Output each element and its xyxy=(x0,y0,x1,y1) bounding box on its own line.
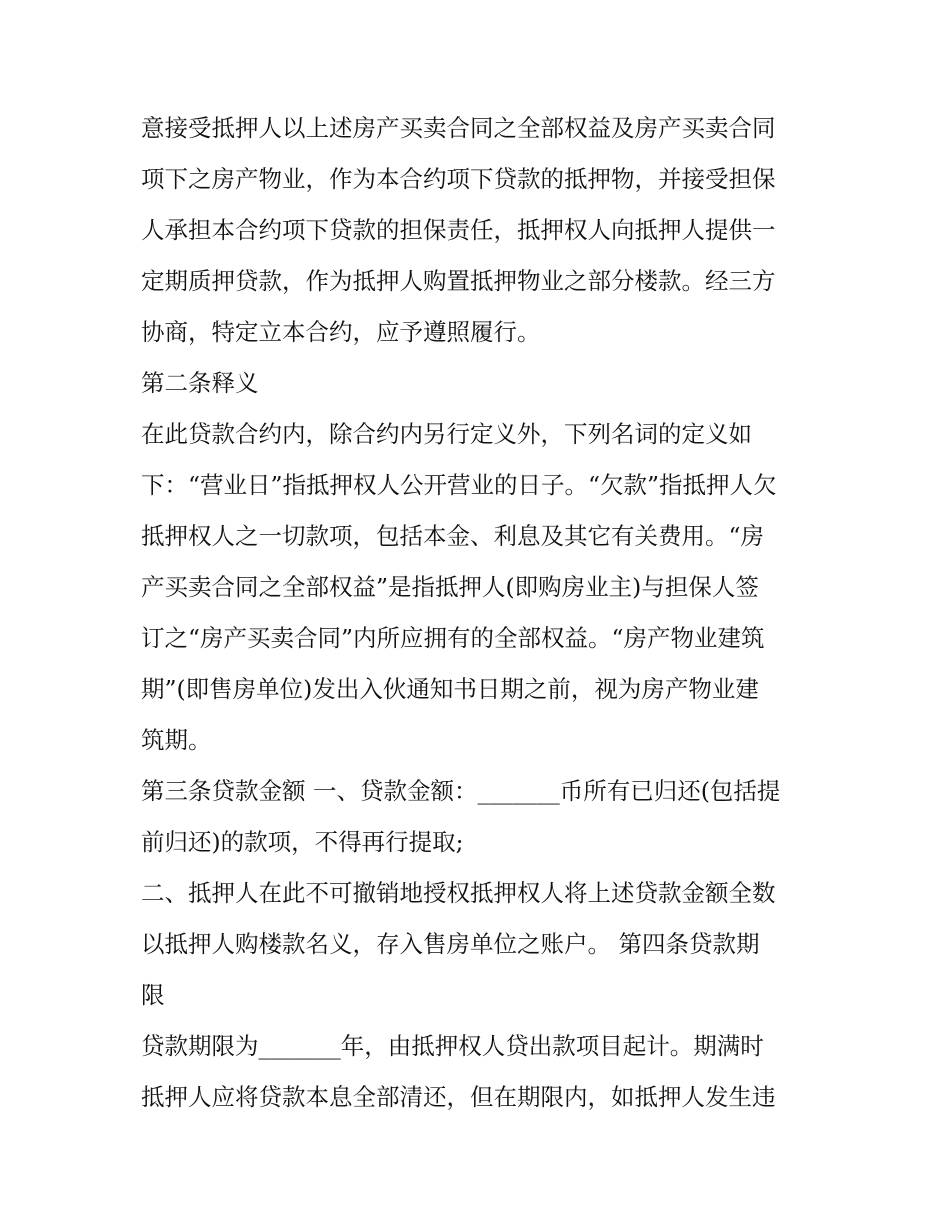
text-line: 筑期。 xyxy=(141,726,212,754)
text-line: 人承担本合约项下贷款的担保责任，抵押权人向抵押人提供一 xyxy=(141,216,776,244)
text-line: 订之“房产买卖合同”内所应拥有的全部权益。“房产物业建筑 xyxy=(141,624,765,652)
text-line: 贷款期限为_______年，由抵押权人贷出款项目起计。期满时 xyxy=(141,1032,764,1060)
text-line: 二、抵押人在此不可撤销地授权抵押权人将上述贷款金额全数 xyxy=(141,879,776,907)
text-line: 限 xyxy=(141,981,165,1009)
text-line: 期”(即售房单位)发出入伙通知书日期之前，视为房产物业建 xyxy=(141,675,759,703)
document-body xyxy=(141,103,816,1123)
text-line: 第三条贷款金额 一、贷款金额：_______币所有已归还(包括提 xyxy=(141,777,781,805)
text-line: 意接受抵押人以上述房产买卖合同之全部权益及房产买卖合同 xyxy=(141,114,776,142)
text-line: 下：“营业日”指抵押权人公开营业的日子。“欠款”指抵押人欠 xyxy=(141,471,777,499)
text-line: 以抵押人购楼款名义，存入售房单位之账户。 第四条贷款期 xyxy=(141,930,760,958)
text-line: 项下之房产物业，作为本合约项下贷款的抵押物，并接受担保 xyxy=(141,165,776,193)
text-line: 定期质押贷款，作为抵押人购置抵押物业之部分楼款。经三方 xyxy=(141,267,776,295)
text-line: 抵押人应将贷款本息全部清还，但在期限内，如抵押人发生违 xyxy=(141,1083,776,1111)
text-line: 产买卖合同之全部权益”是指抵押人(即购房业主)与担保人签 xyxy=(141,573,759,601)
text-line: 在此贷款合约内，除合约内另行定义外，下列名词的定义如 xyxy=(141,420,752,448)
text-line: 协商，特定立本合约，应予遵照履行。 xyxy=(141,318,541,346)
text-line: 前归还)的款项，不得再行提取; xyxy=(141,828,464,856)
section-heading: 第二条释义 xyxy=(141,369,259,397)
text-line: 抵押权人之一切款项，包括本金、利息及其它有关费用。“房 xyxy=(141,522,765,550)
